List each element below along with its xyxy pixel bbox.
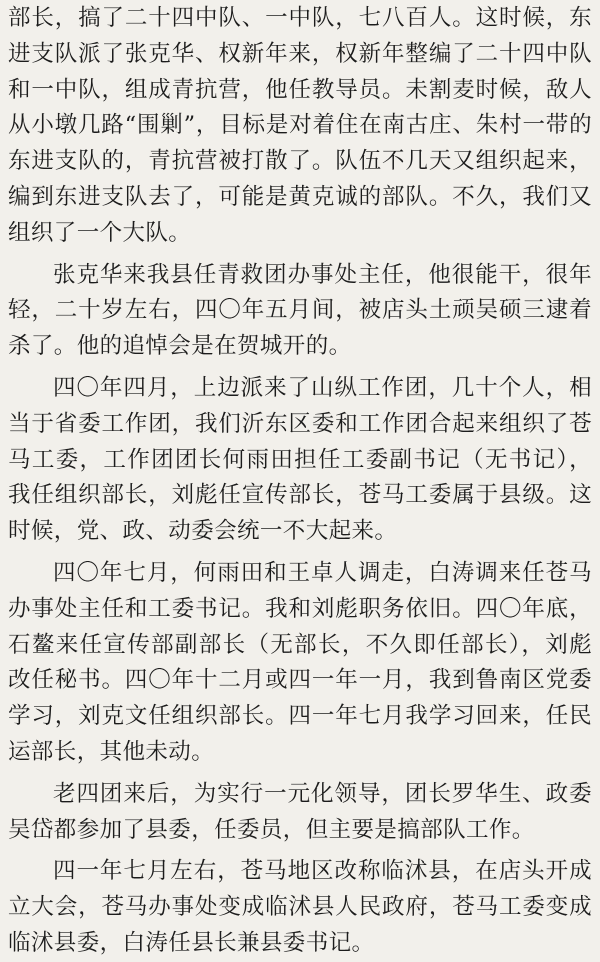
paragraph-4: 四〇年七月，何雨田和王卓人调走，白涛调来任苍马办事处主任和工委书记。我和刘彪职务依旧。四〇年底，石鳌来任宣传部副部长（无部长，不久即任部长），刘彪改任秘书。四〇年十二月或四一年一月，我到鲁南区党委学习，刘克文任组织部长。四一年七月我学习回来，任民运部长，其他未动。 — [8, 559, 592, 765]
paragraph-1: 部长，搞了二十四中队、一中队，七八百人。这时候，东进支队派了张克华、权新年来，权新年整编了二十四中队和一中队，组成青抗营，他任教导员。未割麦时候，敌人从小墩几路“围剿”，目标是对着住在南古庄、朱村一带的东进支队的，青抗营被打散了。队伍不几天又组织起来，编到东进支队去了，可能是黄克诚的部队。不久，我们又组织了一个大队。 — [8, 5, 592, 246]
paragraph-6: 四一年七月左右，苍马地区改称临沭县，在店头开成立大会，苍马办事处变成临沭县人民政府，苍马工委变成临沭县委，白涛任县长兼县委书记。 — [8, 858, 592, 956]
paragraph-2: 张克华来我县任青救团办事处主任，他很能干，很年轻，二十岁左右，四〇年五月间，被店头土顽吴硕三逮着杀了。他的追悼会是在贺城开的。 — [8, 261, 592, 360]
paragraph-3: 四〇年四月，上边派来了山纵工作团，几十个人，相当于省委工作团，我们沂东区委和工作团合起来组织了苍马工委，工作团团长何雨田担任工委副书记（无书记），我任组织部长，刘彪任宣传部长，苍马工委属于县级。这时候，党、政、动委会统一不大起来。 — [8, 374, 592, 545]
paragraph-5: 老四团来后，为实行一元化领导，团长罗华生、政委吴岱都参加了县委，任委员，但主要是搞部队工作。 — [8, 780, 592, 843]
